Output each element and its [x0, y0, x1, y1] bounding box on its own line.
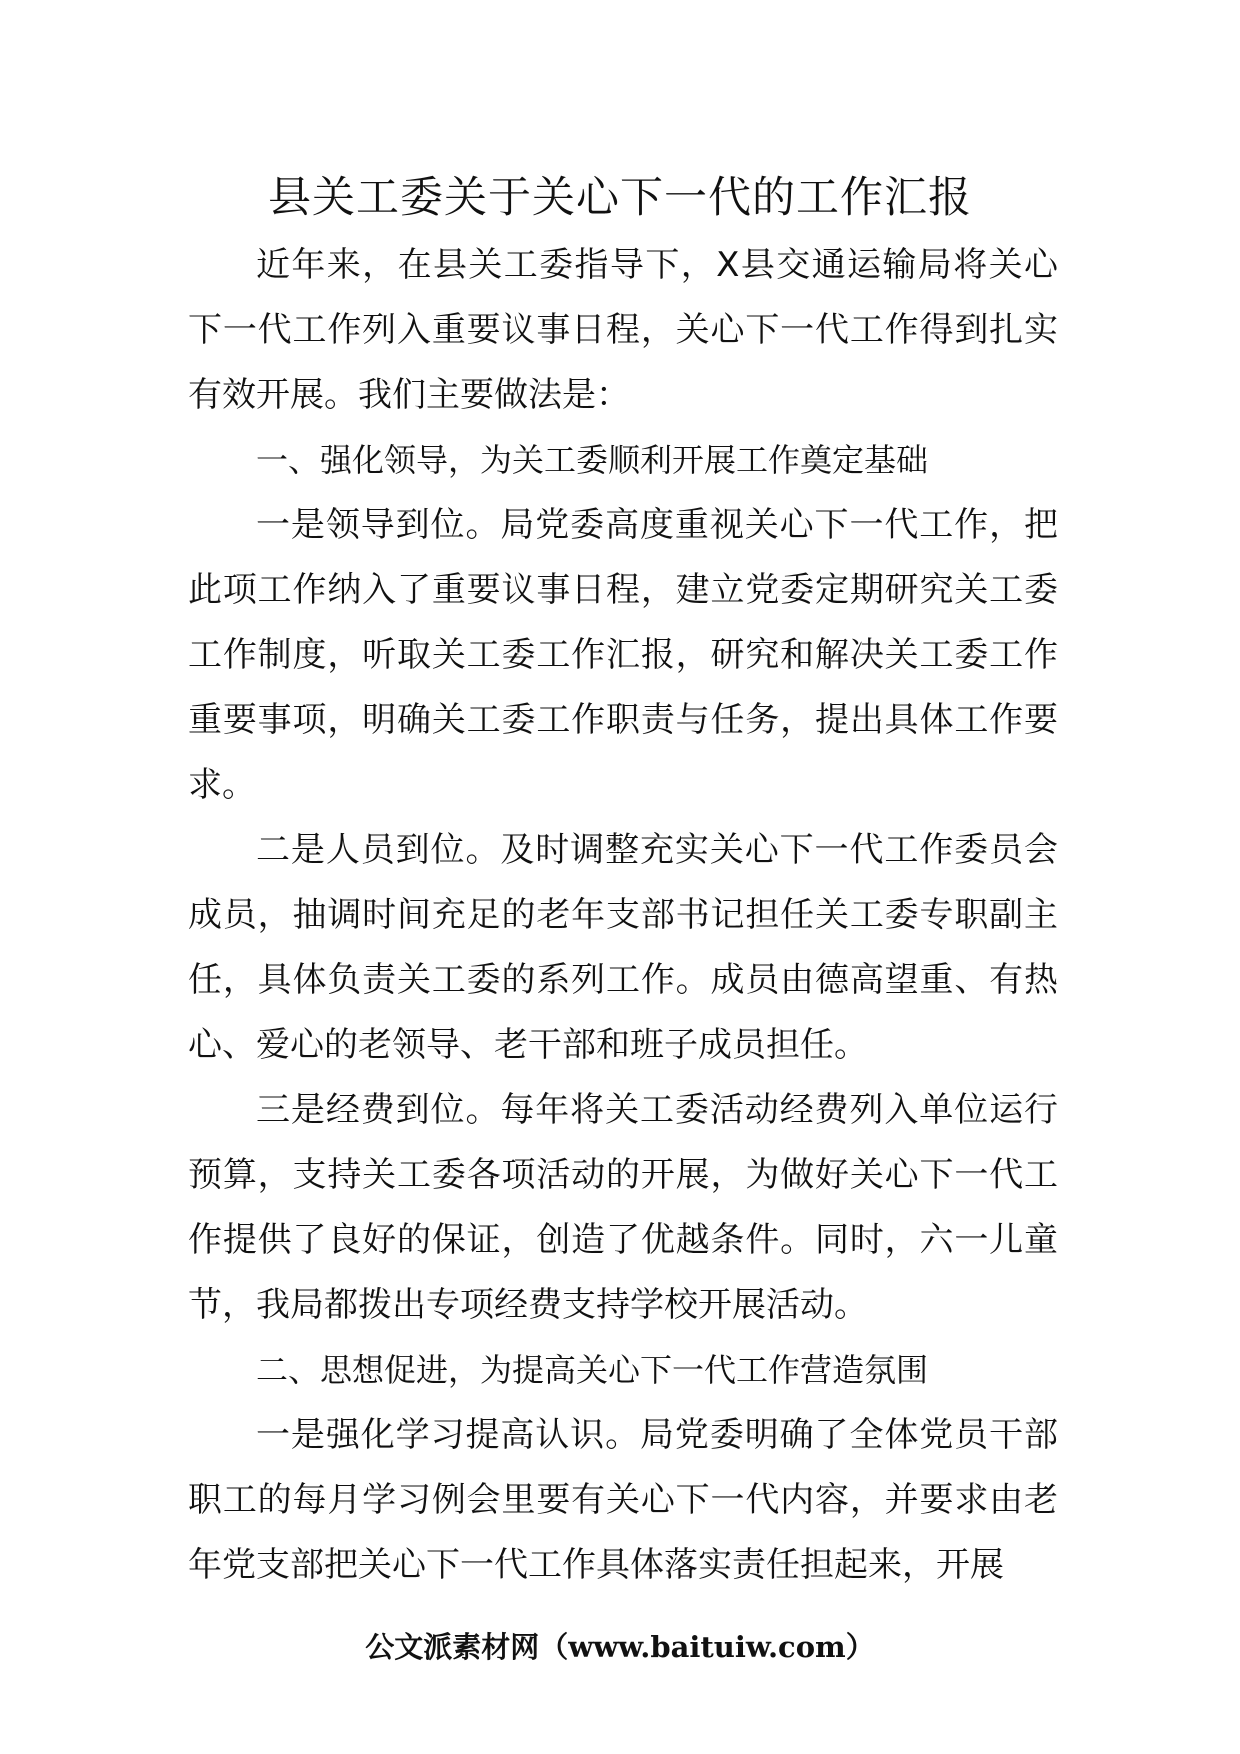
- paragraph-leadership: 一是领导到位。局党委高度重视关心下一代工作，把此项工作纳入了重要议事日程，建立党委定期研究关工委工作制度，听取关工委工作汇报，研究和解决关工委工作重要事项，明确关工委工作职责与任务，提出具体工作要求。: [188, 505, 1058, 805]
- section-heading-1: 一、强化领导，为关工委顺利开展工作奠定基础: [256, 441, 929, 479]
- paragraph-study: 一是强化学习提高认识。局党委明确了全体党员干部职工的每月学习例会里要有关心下一代内容，并要求由老年党支部把关心下一代工作具体落实责任担起来，开展: [188, 1415, 1058, 1585]
- paragraph-personnel: 二是人员到位。及时调整充实关心下一代工作委员会成员，抽调时间充足的老年支部书记担任关工委专职副主任，具体负责关工委的系列工作。成员由德高望重、有热心、爱心的老领导、老干部和班子成员担任。: [188, 830, 1058, 1065]
- paragraph-funding: 三是经费到位。每年将关工委活动经费列入单位运行预算，支持关工委各项活动的开展，为做好关心下一代工作提供了良好的保证，创造了优越条件。同时，六一儿童节，我局都拨出专项经费支持学校开展活动。: [188, 1090, 1058, 1325]
- paragraph-intro: 近年来，在县关工委指导下，X县交通运输局将关心下一代工作列入重要议事日程，关心下一代工作得到扎实有效开展。我们主要做法是：: [188, 245, 1058, 415]
- footer-watermark: 公文派素材网（www.baituiw.com）: [365, 1630, 875, 1664]
- document-body: [188, 233, 1058, 1598]
- section-heading-2: 二、思想促进，为提高关心下一代工作营造氛围: [256, 1351, 929, 1389]
- document-title: 县关工委关于关心下一代的工作汇报: [268, 173, 972, 223]
